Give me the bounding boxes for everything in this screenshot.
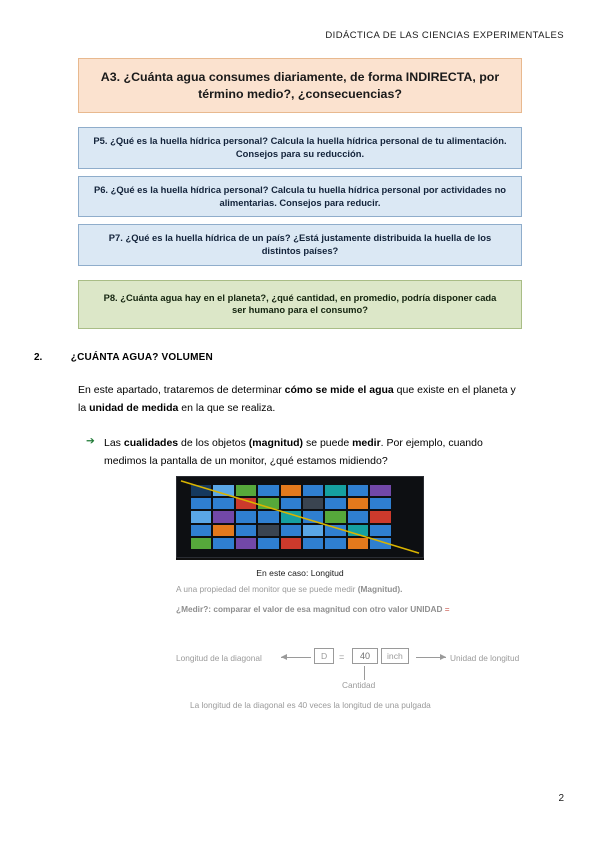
- bullet-text-1: Las: [104, 437, 124, 449]
- monitor-tile: [213, 485, 233, 496]
- monitor-tile: [213, 538, 233, 549]
- monitor-tile: [281, 511, 301, 522]
- monitor-tile: [303, 485, 323, 496]
- monitor-tile: [325, 538, 345, 549]
- paragraph-intro: [78, 381, 526, 418]
- arrow-left-icon: [281, 657, 311, 658]
- bullet-bold-3: medir: [352, 437, 381, 449]
- bullet-bold-1: cualidades: [123, 437, 179, 449]
- figure-note-1: [176, 584, 402, 594]
- monitor-tile: [303, 511, 323, 522]
- equation-quantity-pointer: [364, 666, 365, 680]
- monitor-tile: [258, 538, 278, 549]
- monitor-tile: [236, 485, 256, 496]
- paragraph-bullet: [104, 434, 528, 471]
- monitor-tile: [325, 485, 345, 496]
- paragraph-intro-text-2: que existe en el planeta y la: [78, 384, 516, 415]
- monitor-tile: [191, 538, 211, 549]
- monitor-tile: [281, 485, 301, 496]
- question-box-group: [78, 58, 522, 336]
- document-header: DIDÁCTICA DE LAS CIENCIAS EXPERIMENTALES: [325, 30, 564, 41]
- equation-equals-sign: =: [339, 652, 345, 662]
- question-box-a3: A3. ¿Cuánta agua consumes diariamente, de forma INDIRECTA, por término medio?, ¿consecuencias?: [78, 58, 522, 113]
- monitor-tile: [370, 498, 390, 509]
- monitor-tile: [303, 538, 323, 549]
- monitor-tile: [370, 485, 390, 496]
- question-box-p8: P8. ¿Cuánta agua hay en el planeta?, ¿qué cantidad, en promedio, podría disponer cada ser humano para el consumo?: [78, 280, 522, 329]
- monitor-tile: [370, 511, 390, 522]
- monitor-tile: [236, 538, 256, 549]
- figure-note-1-bold: (Magnitud).: [357, 584, 403, 594]
- monitor-tile: [325, 498, 345, 509]
- figure-note-1-text: A una propiedad del monitor que se puede medir: [176, 584, 358, 594]
- monitor-tile: [348, 485, 368, 496]
- equation-symbol-d: D: [314, 648, 334, 664]
- arrow-bullet-icon: ➔: [86, 435, 95, 447]
- monitor-tile: [191, 511, 211, 522]
- figure-note-2-mark: =: [444, 604, 450, 614]
- monitor-tile: [370, 538, 390, 549]
- arrow-right-icon: [416, 657, 446, 658]
- bullet-bold-2: (magnitud): [248, 437, 304, 449]
- figure-note-2: [176, 604, 450, 614]
- bullet-text-3: se puede: [303, 437, 353, 449]
- measurement-equation-diagram: [176, 648, 520, 690]
- monitor-tile: [281, 498, 301, 509]
- paragraph-intro-text-1: En este apartado, trataremos de determinar: [78, 384, 285, 396]
- bullet-text-4: . Por ejemplo, cuando medimos la pantalla de un monitor, ¿qué estamos midiendo?: [104, 437, 483, 468]
- equation-unit-value: inch: [381, 648, 409, 664]
- monitor-stand: [176, 558, 424, 562]
- monitor-tile: [213, 525, 233, 536]
- monitor-tile: [325, 511, 345, 522]
- monitor-tile: [281, 538, 301, 549]
- monitor-tile: [303, 498, 323, 509]
- monitor-tile: [281, 525, 301, 536]
- paragraph-intro-text-3: en la que se realiza.: [178, 402, 276, 415]
- equation-label-left: Longitud de la diagonal: [176, 653, 262, 663]
- bullet-text-2: de los objetos: [178, 437, 249, 449]
- monitor-tile: [213, 511, 233, 522]
- monitor-tile: [393, 538, 413, 549]
- equation-quantity-value: 40: [352, 648, 378, 664]
- monitor-tile: [348, 511, 368, 522]
- question-box-p5: P5. ¿Qué es la huella hídrica personal? Calcula la huella hídrica personal de tu alimentación. Consejos para su reducción.: [78, 127, 522, 168]
- monitor-tile: [258, 511, 278, 522]
- paragraph-intro-bold-1: cómo se mide el agua: [284, 384, 394, 396]
- monitor-tile: [393, 498, 413, 509]
- monitor-tile: [236, 511, 256, 522]
- monitor-tile: [348, 525, 368, 536]
- monitor-tile: [191, 525, 211, 536]
- monitor-tile: [393, 511, 413, 522]
- section-title: ¿CUÁNTA AGUA? VOLUMEN: [70, 352, 213, 363]
- figure-caption: En este caso: Longitud: [256, 568, 344, 578]
- section-heading: [34, 352, 534, 363]
- monitor-tile: [303, 525, 323, 536]
- section-number: 2.: [34, 352, 43, 363]
- monitor-tile: [393, 485, 413, 496]
- monitor-tile: [258, 485, 278, 496]
- monitor-tile: [258, 498, 278, 509]
- monitor-tile: [258, 525, 278, 536]
- monitor-tile: [191, 485, 211, 496]
- equation-label-right: Unidad de longitud: [450, 653, 520, 663]
- monitor-tile: [348, 498, 368, 509]
- monitor-screen-image: [176, 476, 424, 558]
- monitor-tile: [393, 525, 413, 536]
- monitor-stand-bar: [176, 558, 424, 560]
- monitor-figure: [176, 476, 424, 578]
- monitor-tile: [370, 525, 390, 536]
- monitor-tile: [213, 498, 233, 509]
- monitor-tile: [191, 498, 211, 509]
- page-number: 2: [558, 793, 564, 804]
- figure-closing-note: La longitud de la diagonal es 40 veces la longitud de una pulgada: [190, 700, 431, 710]
- figure-note-2-text: ¿Medir?: comparar el valor de esa magnitud con otro valor UNIDAD: [176, 604, 443, 614]
- monitor-tile-grid: [191, 485, 413, 549]
- equation-label-quantity: Cantidad: [342, 680, 376, 690]
- question-box-p6: P6. ¿Qué es la huella hídrica personal? Calcula tu huella hídrica personal por actividades no alimentarias. Consejos para reducir.: [78, 176, 522, 217]
- monitor-tile: [236, 525, 256, 536]
- monitor-tile: [348, 538, 368, 549]
- monitor-tile: [325, 525, 345, 536]
- monitor-tile: [236, 498, 256, 509]
- question-box-p7: P7. ¿Qué es la huella hídrica de un país? ¿Está justamente distribuida la huella de los distintos países?: [78, 224, 522, 265]
- paragraph-intro-bold-2: unidad de medida: [89, 402, 179, 415]
